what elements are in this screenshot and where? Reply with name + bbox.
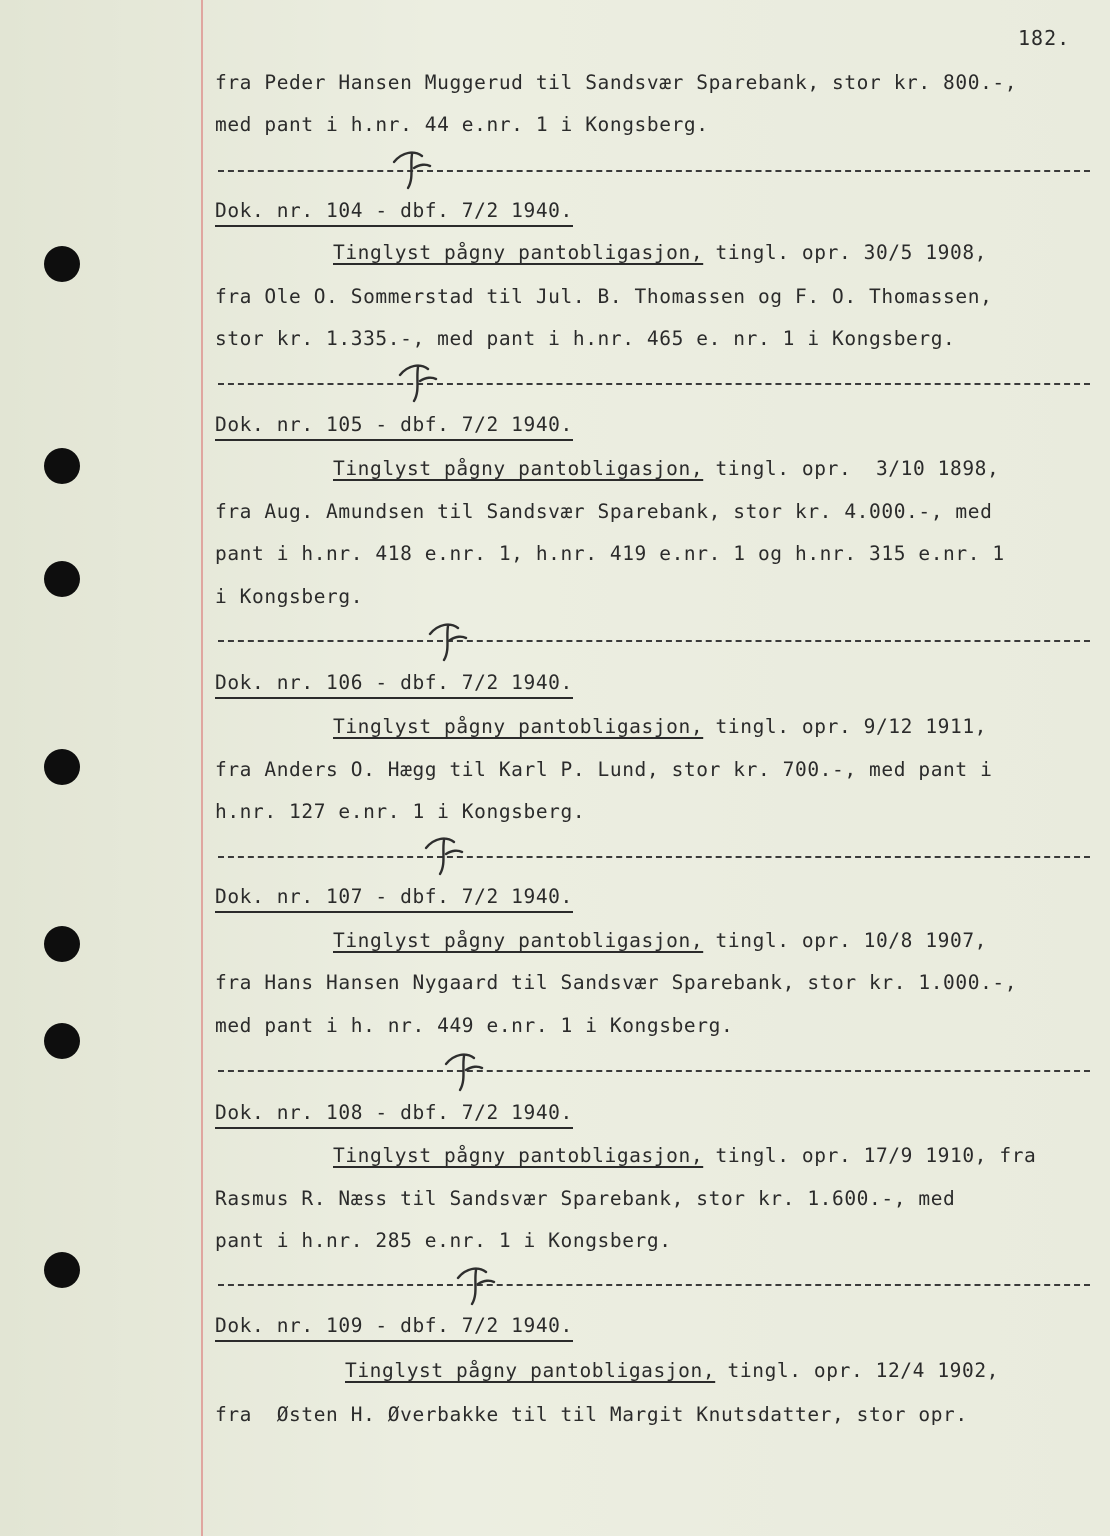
text-line: med pant i h.nr. 44 e.nr. 1 i Kongsberg. <box>215 113 709 136</box>
section-divider <box>218 856 1090 858</box>
binder-hole <box>44 246 80 282</box>
binder-hole <box>44 749 80 785</box>
text-line: fra Ole O. Sommerstad til Jul. B. Thomassen og F. O. Thomassen, <box>215 285 993 308</box>
entry-first-line-rest: tingl. opr. 10/8 1907, <box>703 929 988 952</box>
section-divider <box>218 1070 1090 1072</box>
section-divider <box>218 1284 1090 1286</box>
entry-title: Tinglyst pågny pantobligasjon, <box>333 241 704 264</box>
section-divider <box>218 170 1090 172</box>
entry-first-line-rest: tingl. opr. 3/10 1898, <box>703 457 1000 480</box>
entry-first-line <box>333 1143 1036 1169</box>
entry-first-line-rest: tingl. opr. 17/9 1910, fra <box>703 1144 1037 1167</box>
handwritten-initials <box>394 355 444 405</box>
text-line: med pant i h. nr. 449 e.nr. 1 i Kongsberg. <box>215 1014 734 1037</box>
section-divider <box>218 640 1090 642</box>
entry-heading: Dok. nr. 107 - dbf. 7/2 1940. <box>215 884 573 913</box>
entry-heading: Dok. nr. 109 - dbf. 7/2 1940. <box>215 1313 573 1342</box>
handwritten-initials <box>388 142 438 192</box>
text-line: h.nr. 127 e.nr. 1 i Kongsberg. <box>215 800 586 823</box>
binder-hole <box>44 561 80 597</box>
margin-rule <box>201 0 203 1536</box>
handwritten-initials <box>452 1258 502 1308</box>
binder-hole <box>44 1252 80 1288</box>
text-line: pant i h.nr. 418 e.nr. 1, h.nr. 419 e.nr. 1 og h.nr. 315 e.nr. 1 <box>215 542 1005 565</box>
handwritten-initials <box>440 1044 490 1094</box>
text-line: fra Peder Hansen Muggerud til Sandsvær Sparebank, stor kr. 800.-, <box>215 71 1018 94</box>
entry-title: Tinglyst pågny pantobligasjon, <box>333 1144 704 1167</box>
text-line: stor kr. 1.335.-, med pant i h.nr. 465 e. nr. 1 i Kongsberg. <box>215 327 956 350</box>
text-line: fra Hans Hansen Nygaard til Sandsvær Sparebank, stor kr. 1.000.-, <box>215 971 1018 994</box>
entry-heading: Dok. nr. 104 - dbf. 7/2 1940. <box>215 198 573 227</box>
text-line: Rasmus R. Næss til Sandsvær Sparebank, stor kr. 1.600.-, med <box>215 1187 956 1210</box>
text-line: fra Anders O. Hægg til Karl P. Lund, stor kr. 700.-, med pant i <box>215 758 993 781</box>
entry-title: Tinglyst pågny pantobligasjon, <box>333 715 704 738</box>
entry-heading: Dok. nr. 105 - dbf. 7/2 1940. <box>215 412 573 441</box>
binder-hole <box>44 1023 80 1059</box>
entry-first-line <box>333 240 987 266</box>
handwritten-initials <box>420 828 470 878</box>
entry-heading: Dok. nr. 106 - dbf. 7/2 1940. <box>215 670 573 699</box>
text-line: fra Østen H. Øverbakke til til Margit Knutsdatter, stor opr. <box>215 1403 968 1426</box>
text-line: i Kongsberg. <box>215 585 364 608</box>
text-line: pant i h.nr. 285 e.nr. 1 i Kongsberg. <box>215 1229 672 1252</box>
section-divider <box>218 383 1090 385</box>
entry-heading: Dok. nr. 108 - dbf. 7/2 1940. <box>215 1100 573 1129</box>
entry-first-line <box>345 1358 999 1384</box>
entry-first-line-rest: tingl. opr. 12/4 1902, <box>715 1359 1000 1382</box>
entry-first-line-rest: tingl. opr. 30/5 1908, <box>703 241 988 264</box>
entry-title: Tinglyst pågny pantobligasjon, <box>333 929 704 952</box>
binder-hole <box>44 448 80 484</box>
page-number: 182. <box>1018 26 1071 50</box>
entry-title: Tinglyst pågny pantobligasjon, <box>345 1359 716 1382</box>
entry-first-line-rest: tingl. opr. 9/12 1911, <box>703 715 988 738</box>
handwritten-initials <box>424 614 474 664</box>
entry-title: Tinglyst pågny pantobligasjon, <box>333 457 704 480</box>
binder-hole <box>44 926 80 962</box>
entry-first-line <box>333 928 987 954</box>
text-line: fra Aug. Amundsen til Sandsvær Sparebank, stor kr. 4.000.-, med <box>215 500 993 523</box>
entry-first-line <box>333 714 987 740</box>
entry-first-line <box>333 456 999 482</box>
